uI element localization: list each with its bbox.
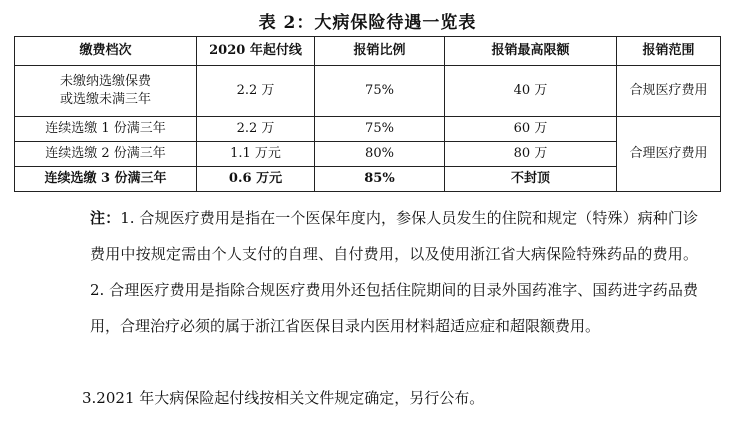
cell-ratio: 75% xyxy=(315,117,445,142)
header-cap: 报销最高限额 xyxy=(445,37,617,66)
cell-scope: 合规医疗费用 xyxy=(617,66,721,117)
header-scope: 报销范围 xyxy=(617,37,721,66)
table-row xyxy=(15,117,721,142)
header-ratio: 报销比例 xyxy=(315,37,445,66)
cell-tier: 未缴纳选缴保费 或选缴未满三年 xyxy=(15,66,197,117)
cell-deductible: 1.1 万元 xyxy=(197,142,315,167)
cell-deductible: 2.2 万 xyxy=(197,117,315,142)
cell-scope-merged: 合理医疗费用 xyxy=(617,117,721,192)
cell-tier: 连续选缴 1 份满三年 xyxy=(15,117,197,142)
table-title: 表 2：大病保险待遇一览表 xyxy=(258,13,477,33)
cell-tier: 连续选缴 2 份满三年 xyxy=(15,142,197,167)
cell-deductible: 0.6 万元 xyxy=(197,167,315,192)
cell-ratio: 80% xyxy=(315,142,445,167)
benefits-table xyxy=(14,36,721,192)
cell-deductible: 2.2 万 xyxy=(197,66,315,117)
cell-cap: 60 万 xyxy=(445,117,617,142)
notes-text: 1. 合规医疗费用是指在一个医保年度内，参保人员发生的住院和规定（特殊）病种门诊费用中按规定需由个人支付的自理、自付费用，以及使用浙江省大病保险特殊药品的费用。2. 合理医疗费用是指除合规医疗费用外还包括住院期间的目录外国药准字、国药进字药品费用，合理治疗必须的属于浙江省医保目录内医用材料超适应症和超限额费用。 xyxy=(90,209,698,335)
notes-lead: 注： xyxy=(90,209,121,227)
cell-ratio: 85% xyxy=(315,167,445,192)
table-row xyxy=(15,167,721,192)
cell-cap: 80 万 xyxy=(445,142,617,167)
table-row xyxy=(15,66,721,117)
cell-tier: 连续选缴 3 份满三年 xyxy=(15,167,197,192)
cell-cap: 不封顶 xyxy=(445,167,617,192)
cell-cap: 40 万 xyxy=(445,66,617,117)
header-tier: 缴费档次 xyxy=(15,37,197,66)
header-deductible: 2020 年起付线 xyxy=(197,37,315,66)
table-row xyxy=(15,142,721,167)
notes-paragraph xyxy=(90,200,698,344)
cell-ratio: 75% xyxy=(315,66,445,117)
table-header-row xyxy=(15,37,721,66)
notes-last-line: 3.2021 年大病保险起付线按相关文件规定确定，另行公布。 xyxy=(82,389,485,407)
